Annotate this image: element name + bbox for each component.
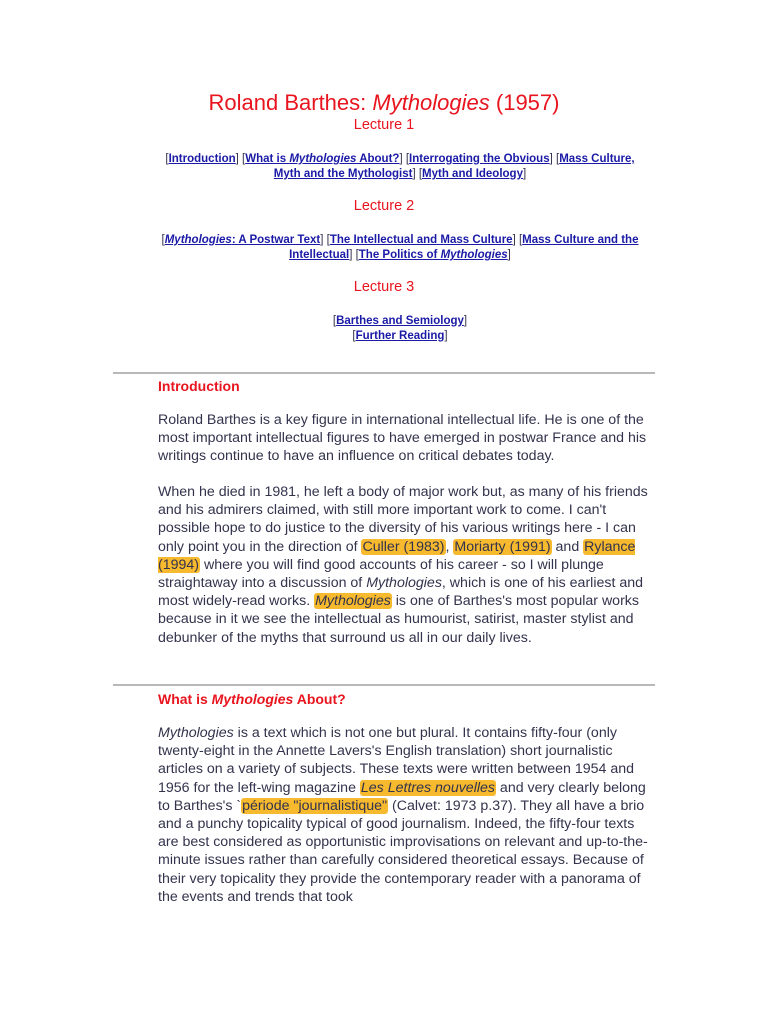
highlight-les-lettres-nouvelles: Les Lettres nouvelles — [360, 779, 495, 796]
highlight-rylance: Rylance (1994) — [158, 538, 636, 573]
link-further-reading[interactable]: Further Reading — [355, 330, 445, 342]
lecture-3-heading: Lecture 3 — [353, 279, 415, 295]
link-mass-culture-and-intellectual[interactable]: Mass Culture and the Intellectual — [289, 234, 639, 261]
highlight-culler: Culler (1983) — [362, 538, 445, 555]
title-main: Roland Barthes: — [208, 90, 373, 115]
link-myth-and-ideology[interactable]: Myth and Ideology — [422, 168, 523, 180]
what-is-paragraph-1: Mythologies is a text which is not one but plural. It contains fifty-four (only twenty-eight in the Annette Lavers's English translation) short journalistic articles on a variety of subjects. These texts were written between 1954 and 1956 for the left-wing magazine Les Lettres nouvelles and very clearly belong to Barthes's `période "journalistique" (Calvet: 1973 p.37). They all have a brio and a punchy topicality typical of good journalism. Indeed, the fifty-four texts are best considered as opportunistic improvisations on relevant and up-to-the-minute issues rather than carefully considered theoretical essays. Because of their very topicality they provide the contemporary reader with a panorama of the events and trends that took — [158, 725, 648, 905]
lecture-1-heading: Lecture 1 — [353, 117, 415, 133]
lecture-1-nav: [Introduction] [What is Mythologies About?] [Interrogating the Obvious] [Mass Culture, Myth and the Mythologist] [Myth and Ideology] — [165, 153, 635, 180]
highlight-periode-journalistique: période "journalistique" — [242, 797, 388, 814]
page-title — [0, 89, 768, 117]
highlight-mythologies: Mythologies — [315, 593, 391, 610]
section-divider-2 — [113, 684, 655, 686]
link-what-is-mythologies-about[interactable]: What is Mythologies About? — [245, 153, 400, 165]
link-mass-culture-myth-mythologist[interactable]: Mass Culture, Myth and the Mythologist — [273, 153, 635, 180]
what-is-mythologies-heading: What is Mythologies About? — [158, 691, 346, 707]
link-interrogating-the-obvious[interactable]: Interrogating the Obvious — [409, 153, 550, 165]
introduction-heading: Introduction — [158, 378, 240, 394]
link-intellectual-and-mass-culture[interactable]: The Intellectual and Mass Culture — [329, 234, 513, 246]
lecture-2-heading: Lecture 2 — [353, 198, 415, 214]
lecture-3-nav: [Barthes and Semiology] [Further Reading] — [332, 315, 468, 342]
introduction-paragraph-2: When he died in 1981, he left a body of major work but, as many of his friends and his admirers claimed, with still more important work to come. I can't possible hope to do justice to the diversity of his various writings here - I can only point you in the direction of Culler (1983), Moriarty (1991) and Rylance (1994) where you will find good accounts of his career - so I will plunge straightaway into a discussion of Mythologies, which is one of his earliest and most widely-read works. Mythologies is one of Barthes's most popular works because in it we see the intellectual as humourist, satirist, master stylist and debunker of the myths that surround us all in our daily lives. — [158, 484, 648, 646]
section-divider-1 — [113, 372, 655, 374]
highlight-moriarty: Moriarty (1991) — [454, 538, 551, 555]
link-introduction[interactable]: Introduction — [168, 153, 236, 165]
title-italic: Mythologies — [372, 90, 490, 115]
link-barthes-and-semiology[interactable]: Barthes and Semiology — [336, 315, 464, 327]
lecture-2-nav: [Mythologies: A Postwar Text] [The Intellectual and Mass Culture] [Mass Culture and the Intellectual] [The Politics of Mythologies] — [161, 234, 639, 261]
introduction-paragraph-1: Roland Barthes is a key figure in international intellectual life. He is one of the most important intellectual figures to have emerged in postwar France and his writings continue to have an influence on critical debates today. — [158, 412, 647, 465]
link-mythologies-postwar-text[interactable]: Mythologies: A Postwar Text — [164, 234, 321, 246]
link-politics-of-mythologies[interactable]: The Politics of Mythologies — [358, 249, 508, 261]
title-year: (1957) — [489, 90, 560, 115]
